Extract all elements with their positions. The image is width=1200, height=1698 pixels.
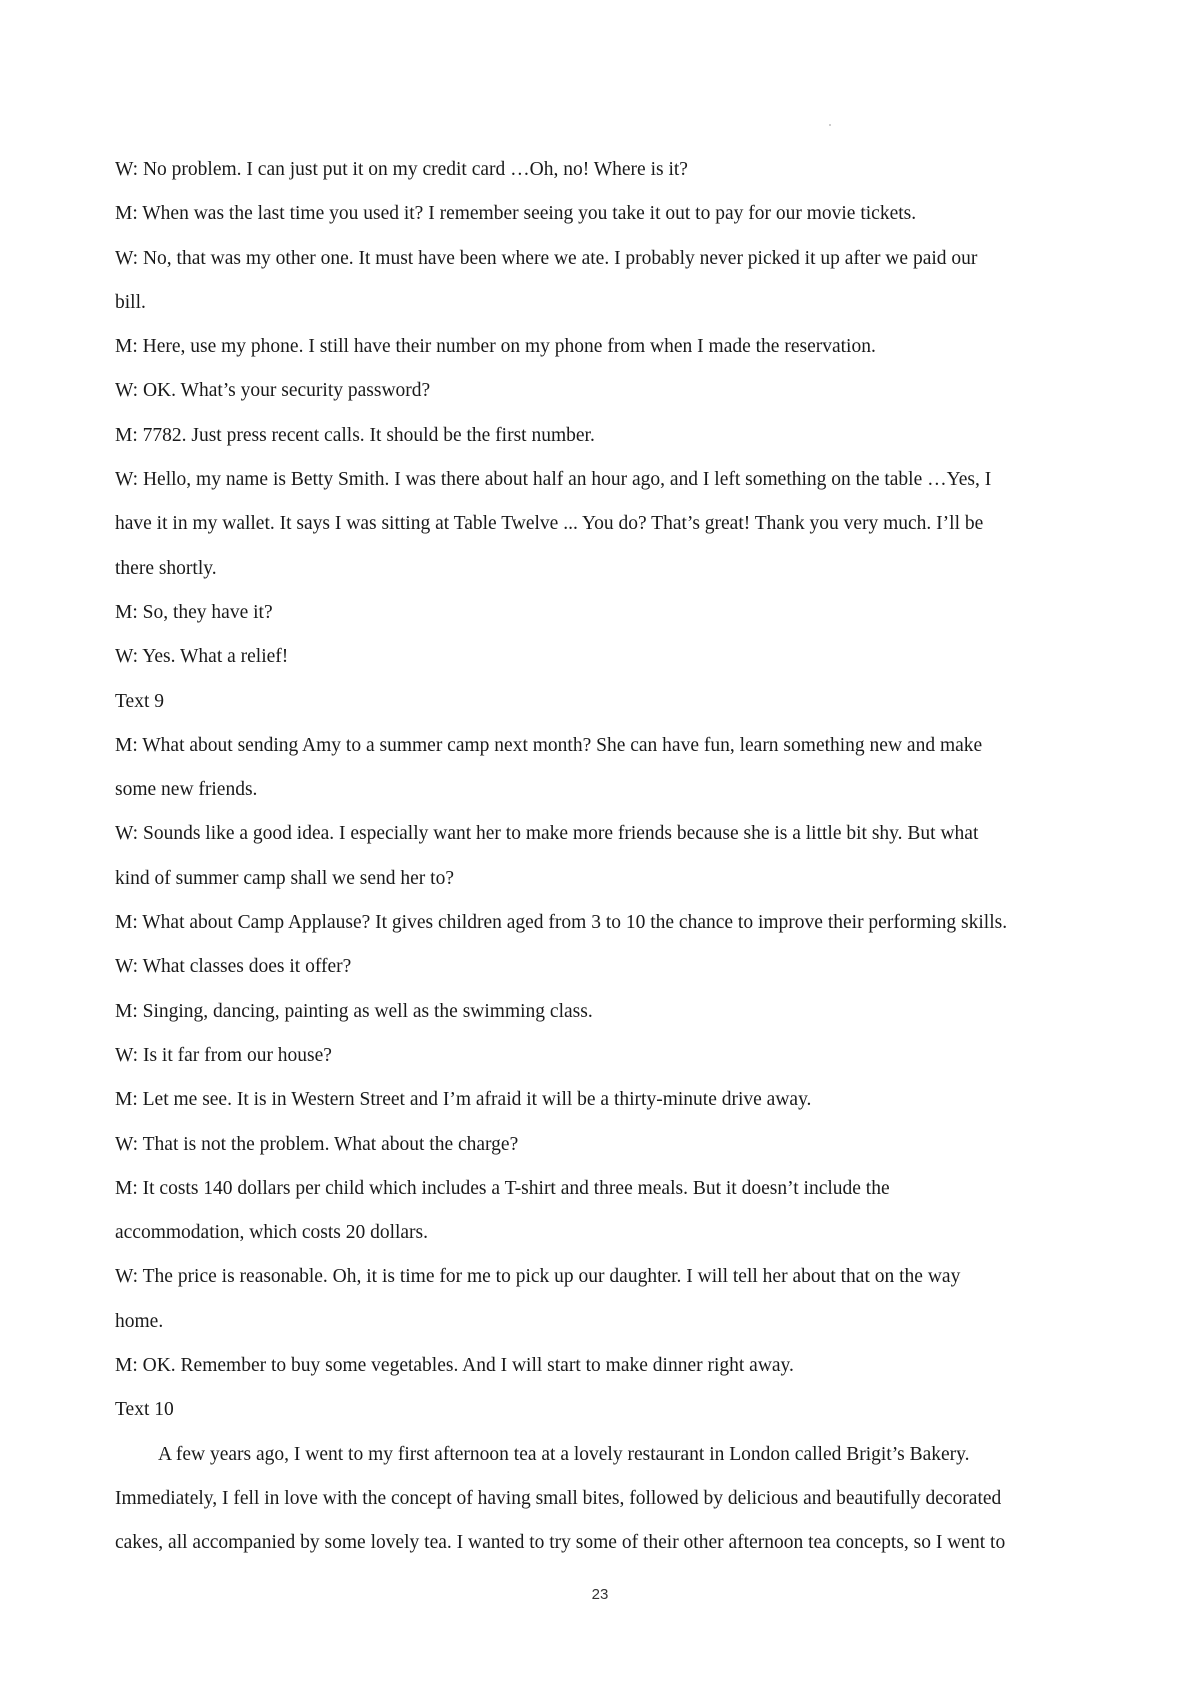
dialogue-line: there shortly. bbox=[115, 557, 217, 579]
dialogue-line: W: No problem. I can just put it on my credit card …Oh, no! Where is it? bbox=[115, 159, 688, 180]
paragraph-line: cakes, all accompanied by some lovely tea. I wanted to try some of their other afternoon tea concepts, so I went to bbox=[115, 1532, 1006, 1554]
dialogue-line: W: What classes does it offer? bbox=[115, 956, 352, 978]
dialogue-line: have it in my wallet. It says I was sitting at Table Twelve ... You do? That’s great! Thank you very much. I’ll be bbox=[115, 513, 984, 535]
dialogue-line: M: Here, use my phone. I still have their number on my phone from when I made the reservation. bbox=[115, 336, 876, 358]
dialogue-line: M: Let me see. It is in Western Street and I’m afraid it will be a thirty-minute drive away. bbox=[115, 1089, 812, 1111]
dialogue-line: M: When was the last time you used it? I remember seeing you take it out to pay for our movie tickets. bbox=[115, 203, 917, 225]
dialogue-line: M: It costs 140 dollars per child which includes a T-shirt and three meals. But it doesn’t include the bbox=[115, 1177, 890, 1199]
page-number: 23 bbox=[591, 1586, 609, 1603]
dialogue-line: some new friends. bbox=[115, 779, 258, 801]
section-heading: Text 9 bbox=[115, 690, 164, 712]
paragraph-line: Immediately, I fell in love with the concept of having small bites, followed by delicious and beautifully decorated bbox=[115, 1487, 1002, 1509]
dialogue-line: W: Is it far from our house? bbox=[115, 1044, 332, 1066]
dialogue-line: W: Sounds like a good idea. I especially want her to make more friends because she is a little bit shy. But what bbox=[115, 823, 979, 845]
dialogue-line: M: So, they have it? bbox=[115, 601, 273, 623]
dialogue-line: M: Singing, dancing, painting as well as the swimming class. bbox=[115, 1000, 593, 1022]
dialogue-line: W: OK. What’s your security password? bbox=[115, 380, 431, 402]
dialogue-line: W: That is not the problem. What about the charge? bbox=[115, 1133, 519, 1155]
dialogue-line: W: The price is reasonable. Oh, it is time for me to pick up our daughter. I will tell her about that on the way bbox=[115, 1266, 961, 1288]
dialogue-line: kind of summer camp shall we send her to? bbox=[115, 867, 454, 889]
dialogue-line: bill. bbox=[115, 291, 146, 313]
document-body bbox=[115, 148, 1100, 1566]
dialogue-line: accommodation, which costs 20 dollars. bbox=[115, 1222, 429, 1244]
dialogue-line: W: Yes. What a relief! bbox=[115, 646, 289, 668]
dialogue-line: M: OK. Remember to buy some vegetables. And I will start to make dinner right away. bbox=[115, 1355, 794, 1377]
dialogue-line: W: Hello, my name is Betty Smith. I was there about half an hour ago, and I left something on the table …Yes, I bbox=[115, 469, 992, 491]
dialogue-line: M: What about sending Amy to a summer camp next month? She can have fun, learn something new and make bbox=[115, 734, 983, 756]
section-heading: Text 10 bbox=[115, 1399, 174, 1421]
dialogue-line: M: What about Camp Applause? It gives children aged from 3 to 10 the chance to improve their performing skills. bbox=[115, 912, 1008, 934]
scan-speck bbox=[829, 124, 831, 126]
dialogue-line: M: 7782. Just press recent calls. It should be the first number. bbox=[115, 424, 595, 446]
dialogue-line: home. bbox=[115, 1310, 164, 1332]
dialogue-line: W: No, that was my other one. It must have been where we ate. I probably never picked it up after we paid our bbox=[115, 247, 978, 269]
paragraph-line: A few years ago, I went to my first afternoon tea at a lovely restaurant in London called Brigit’s Bakery. bbox=[158, 1443, 970, 1465]
